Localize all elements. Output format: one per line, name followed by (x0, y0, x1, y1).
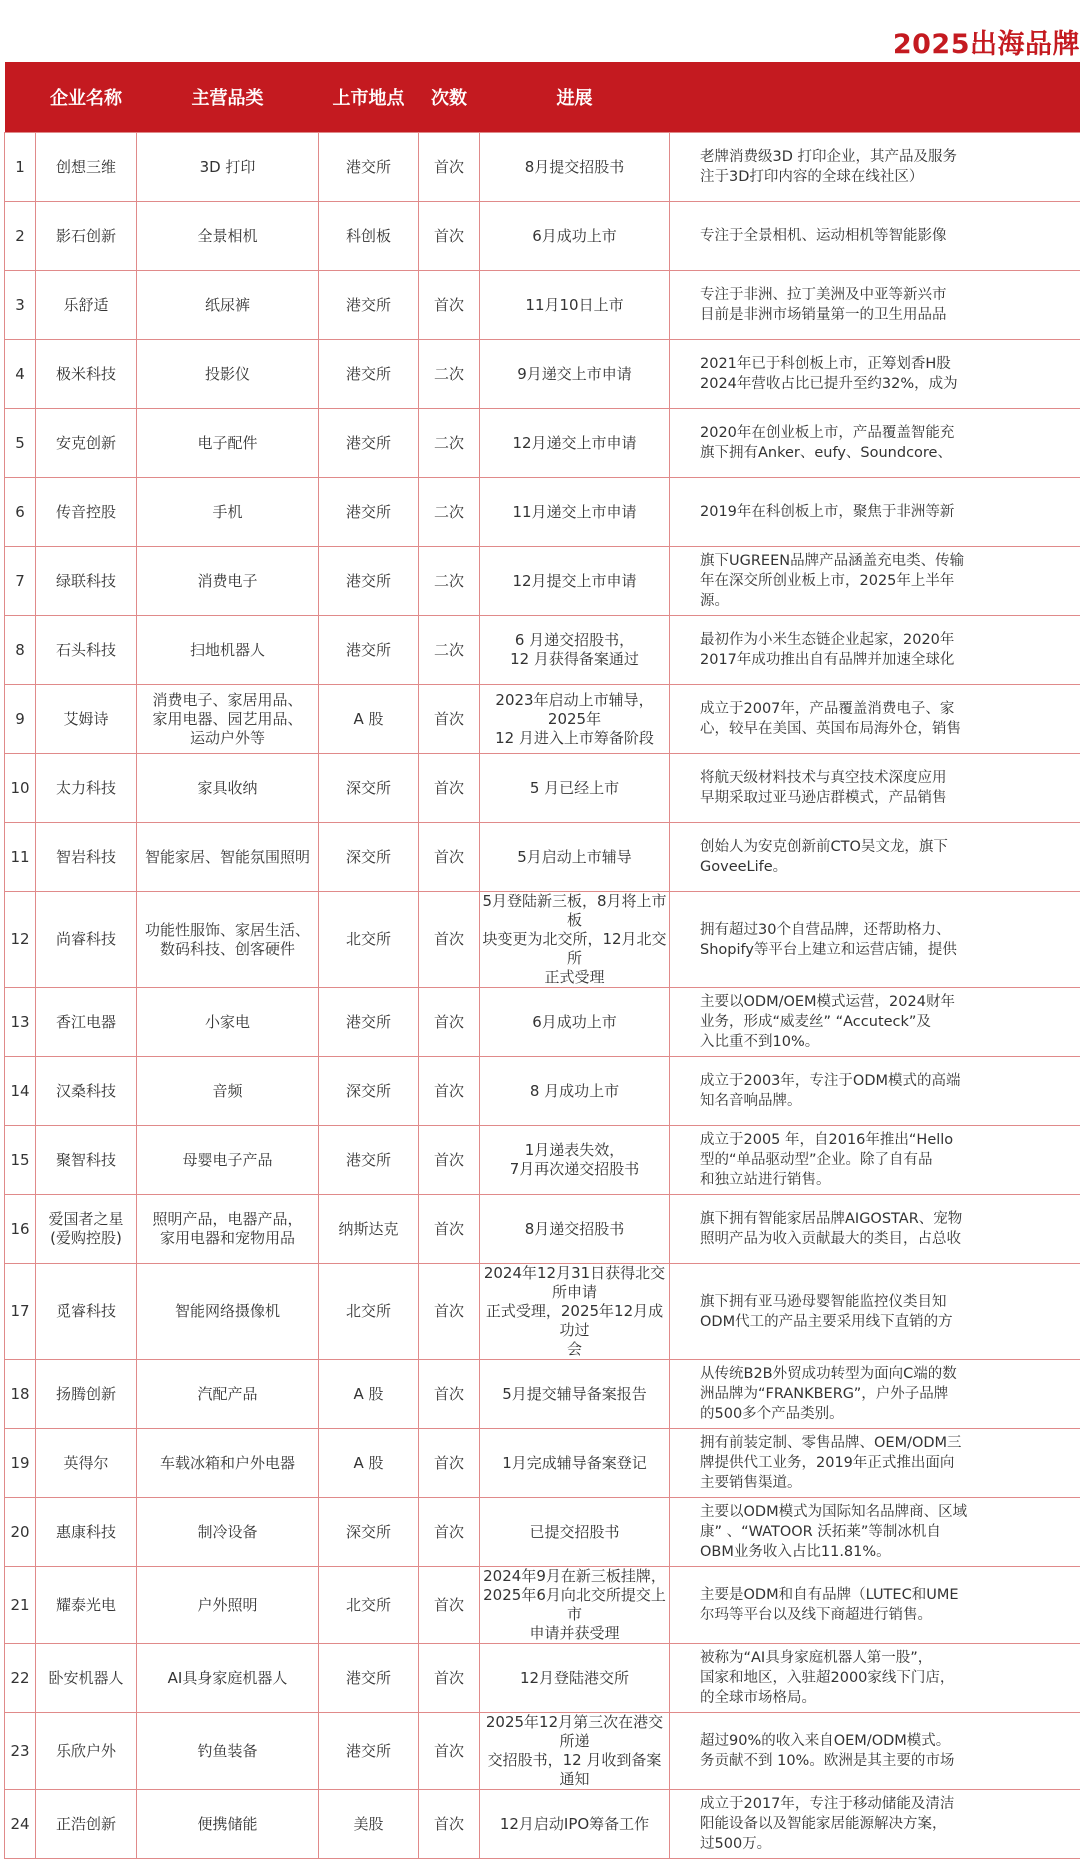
description-line: 超过90%的收入来自OEM/ODM模式。 (700, 1731, 1080, 1751)
table-row (5, 1567, 1080, 1644)
description (670, 616, 1080, 685)
row-index: 10 (5, 754, 36, 823)
table-row (5, 754, 1080, 823)
listing-location: 港交所 (319, 988, 419, 1057)
listing-location: 深交所 (319, 1057, 419, 1126)
description (670, 1790, 1080, 1859)
progress-line: 1月递表失效， (482, 1141, 667, 1160)
company-name (36, 1195, 137, 1264)
description-line: 注于3D打印内容的全球在线社区） (700, 167, 1080, 187)
progress: 11月10日上市 (480, 271, 670, 340)
row-index: 16 (5, 1195, 36, 1264)
progress-line: 2025年6月向北交所提交上市 (482, 1586, 667, 1624)
progress (480, 1713, 670, 1790)
description-line: 2024年营收占比已提升至约32%，成为 (700, 374, 1080, 394)
main-category-line: 家用电器和宠物用品 (139, 1229, 316, 1248)
description-line: Shopify等平台上建立和运营店铺，提供 (700, 940, 1080, 960)
table-row (5, 1790, 1080, 1859)
progress-line: 2024年12月31日获得北交所申请 (482, 1264, 667, 1302)
progress: 8 月成功上市 (480, 1057, 670, 1126)
progress: 已提交招股书 (480, 1498, 670, 1567)
main-category-line: 消费电子、家居用品、 (139, 691, 316, 710)
description-line: ODM代工的产品主要采用线下直销的方 (700, 1312, 1080, 1332)
description-line: 成立于2007年，产品覆盖消费电子、家 (700, 699, 1080, 719)
listing-times: 二次 (419, 409, 480, 478)
description-line: 型的“单品驱动型”企业。除了自有品 (700, 1150, 1080, 1170)
listing-location: 北交所 (319, 1567, 419, 1644)
company-name: 传音控股 (36, 478, 137, 547)
table-row (5, 685, 1080, 754)
main-category-line: 家用电器、园艺用品、 (139, 710, 316, 729)
header-index (5, 62, 36, 133)
row-index: 22 (5, 1644, 36, 1713)
table-row (5, 1498, 1080, 1567)
progress-line: 6 月递交招股书， (482, 631, 667, 650)
description-line: 主要以ODM模式为国际知名品牌商、区域 (700, 1502, 1080, 1522)
row-index: 4 (5, 340, 36, 409)
description (670, 823, 1080, 892)
listing-times: 首次 (419, 1790, 480, 1859)
company-name: 乐欣户外 (36, 1713, 137, 1790)
company-name: 创想三维 (36, 133, 137, 202)
progress: 9月递交上市申请 (480, 340, 670, 409)
description-line: OBM业务收入占比11.81%。 (700, 1542, 1080, 1562)
main-category: AI具身家庭机器人 (137, 1644, 319, 1713)
listing-location: 港交所 (319, 133, 419, 202)
description-line: 拥有超过30个自营品牌，还帮助格力、 (700, 920, 1080, 940)
company-name-line: 爱国者之星 (38, 1210, 134, 1229)
listing-location: 美股 (319, 1790, 419, 1859)
description (670, 409, 1080, 478)
listing-times: 首次 (419, 1360, 480, 1429)
listing-location: 港交所 (319, 340, 419, 409)
description (670, 133, 1080, 202)
description-line: 阳能设备以及智能家居能源解决方案， (700, 1814, 1080, 1834)
main-category: 钓鱼装备 (137, 1713, 319, 1790)
listing-location: 港交所 (319, 409, 419, 478)
listing-location: 港交所 (319, 1126, 419, 1195)
description-line: 国家和地区，入驻超2000家线下门店， (700, 1668, 1080, 1688)
table-row (5, 1195, 1080, 1264)
row-index: 17 (5, 1264, 36, 1360)
description-line: 知名音响品牌。 (700, 1091, 1080, 1111)
progress-line: 申请并获受理 (482, 1624, 667, 1643)
row-index: 3 (5, 271, 36, 340)
description-line: 源。 (700, 591, 1080, 611)
listing-times: 首次 (419, 823, 480, 892)
listing-times: 首次 (419, 1498, 480, 1567)
listing-location: 深交所 (319, 823, 419, 892)
header-location: 上市地点 (319, 62, 419, 133)
listing-location: 港交所 (319, 1713, 419, 1790)
description-line: 主要是ODM和自有品牌（LUTEC和UME (700, 1585, 1080, 1605)
main-category-line: 照明产品，电器产品， (139, 1210, 316, 1229)
description (670, 1429, 1080, 1498)
description-line: 旗下拥有Anker、eufy、Soundcore、 (700, 443, 1080, 463)
progress-line: 正式受理，2025年12月成功过 (482, 1302, 667, 1340)
table-row (5, 988, 1080, 1057)
table-row (5, 616, 1080, 685)
listing-location: A 股 (319, 1360, 419, 1429)
company-name: 英得尔 (36, 1429, 137, 1498)
progress: 12月递交上市申请 (480, 409, 670, 478)
main-category: 纸尿裤 (137, 271, 319, 340)
table-row (5, 1126, 1080, 1195)
description-line: GoveeLife。 (700, 857, 1080, 877)
description-line: 主要以ODM/OEM模式运营，2024财年 (700, 992, 1080, 1012)
main-category: 手机 (137, 478, 319, 547)
progress: 8月提交招股书 (480, 133, 670, 202)
description-line: 过500万。 (700, 1834, 1080, 1854)
main-category: 汽配产品 (137, 1360, 319, 1429)
company-name: 影石创新 (36, 202, 137, 271)
progress-line: 2025年12月第三次在港交所递 (482, 1713, 667, 1751)
company-name: 极米科技 (36, 340, 137, 409)
listing-times: 首次 (419, 1713, 480, 1790)
main-category: 投影仪 (137, 340, 319, 409)
description-line: 成立于2003年，专注于ODM模式的高端 (700, 1071, 1080, 1091)
listing-location: 港交所 (319, 616, 419, 685)
description-line: 心，较早在美国、英国布局海外仓，销售 (700, 719, 1080, 739)
progress: 6月成功上市 (480, 202, 670, 271)
row-index: 12 (5, 892, 36, 988)
description-line: 创始人为安克创新前CTO吴文龙，旗下 (700, 837, 1080, 857)
listing-times: 二次 (419, 616, 480, 685)
company-name-line: (爱购控股) (38, 1229, 134, 1248)
main-category: 电子配件 (137, 409, 319, 478)
description (670, 478, 1080, 547)
table-row (5, 1713, 1080, 1790)
listing-location: 港交所 (319, 478, 419, 547)
main-category: 智能网络摄像机 (137, 1264, 319, 1360)
row-index: 8 (5, 616, 36, 685)
company-name: 惠康科技 (36, 1498, 137, 1567)
listing-location: 港交所 (319, 271, 419, 340)
listing-location: 港交所 (319, 1644, 419, 1713)
company-name: 乐舒适 (36, 271, 137, 340)
row-index: 2 (5, 202, 36, 271)
progress: 1月完成辅导备案登记 (480, 1429, 670, 1498)
company-name: 正浩创新 (36, 1790, 137, 1859)
row-index: 15 (5, 1126, 36, 1195)
description (670, 1195, 1080, 1264)
description-line: 洲品牌为“FRANKBERG”，户外子品牌 (700, 1384, 1080, 1404)
table-row (5, 892, 1080, 988)
description-line: 成立于2017年，专注于移动储能及清洁 (700, 1794, 1080, 1814)
progress (480, 685, 670, 754)
progress (480, 1567, 670, 1644)
header-company: 企业名称 (36, 62, 137, 133)
listing-times: 首次 (419, 271, 480, 340)
description-line: 入比重不到10%。 (700, 1032, 1080, 1052)
row-index: 18 (5, 1360, 36, 1429)
table-row (5, 409, 1080, 478)
description-line: 业务，形成“威麦丝” “Accuteck”及 (700, 1012, 1080, 1032)
company-name: 汉桑科技 (36, 1057, 137, 1126)
header-category: 主营品类 (137, 62, 319, 133)
row-index: 20 (5, 1498, 36, 1567)
company-name: 耀泰光电 (36, 1567, 137, 1644)
description-line: 2017年成功推出自有品牌并加速全球化 (700, 650, 1080, 670)
main-category: 小家电 (137, 988, 319, 1057)
row-index: 5 (5, 409, 36, 478)
description (670, 340, 1080, 409)
listing-times: 二次 (419, 478, 480, 547)
main-category: 消费电子 (137, 547, 319, 616)
main-category: 扫地机器人 (137, 616, 319, 685)
table-row (5, 1644, 1080, 1713)
description (670, 547, 1080, 616)
progress-line: 12 月获得备案通过 (482, 650, 667, 669)
listing-times: 首次 (419, 1429, 480, 1498)
company-name: 绿联科技 (36, 547, 137, 616)
listing-times: 首次 (419, 202, 480, 271)
row-index: 19 (5, 1429, 36, 1498)
table-row (5, 1360, 1080, 1429)
description (670, 1567, 1080, 1644)
description-line: 务贡献不到 10%。欧洲是其主要的市场 (700, 1751, 1080, 1771)
description (670, 1498, 1080, 1567)
company-name: 觅睿科技 (36, 1264, 137, 1360)
table-row (5, 271, 1080, 340)
row-index: 14 (5, 1057, 36, 1126)
description-line: 被称为“AI具身家庭机器人第一股”， (700, 1648, 1080, 1668)
row-index: 13 (5, 988, 36, 1057)
progress-line: 12 月进入上市筹备阶段 (482, 729, 667, 748)
description-line: 成立于2005 年，自2016年推出“Hello (700, 1130, 1080, 1150)
progress (480, 892, 670, 988)
table-row (5, 340, 1080, 409)
progress-line: 会 (482, 1340, 667, 1359)
listing-location: 北交所 (319, 1264, 419, 1360)
row-index: 24 (5, 1790, 36, 1859)
listing-location: A 股 (319, 685, 419, 754)
description-line: 专注于非洲、拉丁美洲及中亚等新兴市 (700, 285, 1080, 305)
progress-line: 交招股书，12 月收到备案通知 (482, 1751, 667, 1789)
progress-line: 7月再次递交招股书 (482, 1160, 667, 1179)
listing-location: 深交所 (319, 1498, 419, 1567)
company-name: 聚智科技 (36, 1126, 137, 1195)
listing-times: 首次 (419, 133, 480, 202)
listing-location: 北交所 (319, 892, 419, 988)
row-index: 9 (5, 685, 36, 754)
description-line: 旗下UGREEN品牌产品涵盖充电类、传输 (700, 551, 1080, 571)
progress: 5月提交辅导备案报告 (480, 1360, 670, 1429)
main-category: 3D 打印 (137, 133, 319, 202)
progress: 6月成功上市 (480, 988, 670, 1057)
description-line: 旗下拥有亚马逊母婴智能监控仪类目知 (700, 1292, 1080, 1312)
main-category: 制冷设备 (137, 1498, 319, 1567)
progress: 5月启动上市辅导 (480, 823, 670, 892)
main-category: 户外照明 (137, 1567, 319, 1644)
description-line: 2021年已于科创板上市，正筹划香H股 (700, 354, 1080, 374)
progress-line: 2024年9月在新三板挂牌， (482, 1567, 667, 1586)
table-body (5, 133, 1080, 1859)
main-category: 便携储能 (137, 1790, 319, 1859)
row-index: 23 (5, 1713, 36, 1790)
row-index: 1 (5, 133, 36, 202)
main-category: 车载冰箱和户外电器 (137, 1429, 319, 1498)
description-line: 早期采取过亚马逊店群模式，产品销售 (700, 788, 1080, 808)
table-row (5, 547, 1080, 616)
main-category-line: 数码科技、创客硬件 (139, 940, 316, 959)
description (670, 1126, 1080, 1195)
description-line: 2019年在科创板上市，聚焦于非洲等新 (700, 502, 1080, 522)
table-row (5, 478, 1080, 547)
listing-location: A 股 (319, 1429, 419, 1498)
description-line: 年在深交所创业板上市，2025年上半年 (700, 571, 1080, 591)
page-title: 2025出海品牌 (893, 22, 1080, 61)
table-row (5, 1429, 1080, 1498)
description-line: 旗下拥有智能家居品牌AIGOSTAR、宠物 (700, 1209, 1080, 1229)
listing-times: 二次 (419, 547, 480, 616)
listing-times: 二次 (419, 340, 480, 409)
listing-location: 深交所 (319, 754, 419, 823)
table-row (5, 823, 1080, 892)
listing-times: 首次 (419, 988, 480, 1057)
description-line: 牌提供代工业务，2019年正式推出面向 (700, 1453, 1080, 1473)
listing-times: 首次 (419, 1057, 480, 1126)
listing-times: 首次 (419, 1264, 480, 1360)
main-category: 音频 (137, 1057, 319, 1126)
description-line: 拥有前装定制、零售品牌、OEM/ODM三 (700, 1433, 1080, 1453)
company-name: 香江电器 (36, 988, 137, 1057)
listing-location: 港交所 (319, 547, 419, 616)
main-category (137, 892, 319, 988)
table-row (5, 133, 1080, 202)
progress: 12月提交上市申请 (480, 547, 670, 616)
progress (480, 1126, 670, 1195)
listing-times: 首次 (419, 1195, 480, 1264)
table-row (5, 202, 1080, 271)
description (670, 271, 1080, 340)
progress (480, 616, 670, 685)
progress-line: 正式受理 (482, 968, 667, 987)
description (670, 202, 1080, 271)
description-line: 康” 、“WATOOR 沃拓莱”等制冰机自 (700, 1522, 1080, 1542)
main-category: 母婴电子产品 (137, 1126, 319, 1195)
listing-times: 首次 (419, 754, 480, 823)
description (670, 892, 1080, 988)
listing-times: 首次 (419, 685, 480, 754)
company-name: 安克创新 (36, 409, 137, 478)
main-category: 智能家居、智能氛围照明 (137, 823, 319, 892)
company-name: 扬腾创新 (36, 1360, 137, 1429)
description-line: 专注于全景相机、运动相机等智能影像 (700, 226, 1080, 246)
progress: 12月启动IPO筹备工作 (480, 1790, 670, 1859)
description-line: 尔玛等平台以及线下商超进行销售。 (700, 1605, 1080, 1625)
description (670, 1713, 1080, 1790)
description (670, 1264, 1080, 1360)
row-index: 21 (5, 1567, 36, 1644)
description-line: 2020年在创业板上市，产品覆盖智能充 (700, 423, 1080, 443)
progress: 11月递交上市申请 (480, 478, 670, 547)
listing-location: 纳斯达克 (319, 1195, 419, 1264)
description-line: 的500多个产品类别。 (700, 1404, 1080, 1424)
description (670, 988, 1080, 1057)
row-index: 7 (5, 547, 36, 616)
row-index: 6 (5, 478, 36, 547)
description-line: 老牌消费级3D 打印企业，其产品及服务 (700, 147, 1080, 167)
header-times: 次数 (419, 62, 480, 133)
description (670, 1644, 1080, 1713)
description-line: 照明产品为收入贡献最大的类目，占总收 (700, 1229, 1080, 1249)
progress: 12月登陆港交所 (480, 1644, 670, 1713)
listing-times: 首次 (419, 1567, 480, 1644)
listing-times: 首次 (419, 892, 480, 988)
description-line: 将航天级材料技术与真空技术深度应用 (700, 768, 1080, 788)
table-row (5, 1264, 1080, 1360)
description (670, 754, 1080, 823)
main-category: 全景相机 (137, 202, 319, 271)
description-line: 最初作为小米生态链企业起家，2020年 (700, 630, 1080, 650)
progress-line: 2023年启动上市辅导，2025年 (482, 691, 667, 729)
description-line: 的全球市场格局。 (700, 1688, 1080, 1708)
company-name: 智岩科技 (36, 823, 137, 892)
main-category: 家具收纳 (137, 754, 319, 823)
description (670, 1360, 1080, 1429)
ipo-table (4, 62, 1080, 1859)
description-line: 从传统B2B外贸成功转型为面向C端的数 (700, 1364, 1080, 1384)
progress: 5 月已经上市 (480, 754, 670, 823)
description-line: 和独立站进行销售。 (700, 1170, 1080, 1190)
company-name: 尚睿科技 (36, 892, 137, 988)
description-line: 主要销售渠道。 (700, 1473, 1080, 1493)
company-name: 石头科技 (36, 616, 137, 685)
listing-location: 科创板 (319, 202, 419, 271)
company-name: 卧安机器人 (36, 1644, 137, 1713)
main-category-line: 功能性服饰、家居生活、 (139, 921, 316, 940)
main-category (137, 685, 319, 754)
table-row (5, 1057, 1080, 1126)
description (670, 685, 1080, 754)
row-index: 11 (5, 823, 36, 892)
progress: 8月递交招股书 (480, 1195, 670, 1264)
listing-times: 首次 (419, 1644, 480, 1713)
listing-times: 首次 (419, 1126, 480, 1195)
main-category (137, 1195, 319, 1264)
progress-line: 块变更为北交所，12月北交所 (482, 930, 667, 968)
company-name: 太力科技 (36, 754, 137, 823)
progress (480, 1264, 670, 1360)
company-name: 艾姆诗 (36, 685, 137, 754)
table-header-row (5, 62, 1080, 133)
main-category-line: 运动户外等 (139, 729, 316, 748)
description (670, 1057, 1080, 1126)
progress-line: 5月登陆新三板，8月将上市板 (482, 892, 667, 930)
description-line: 目前是非洲市场销量第一的卫生用品品 (700, 305, 1080, 325)
header-description (670, 62, 1080, 133)
header-progress: 进展 (480, 62, 670, 133)
